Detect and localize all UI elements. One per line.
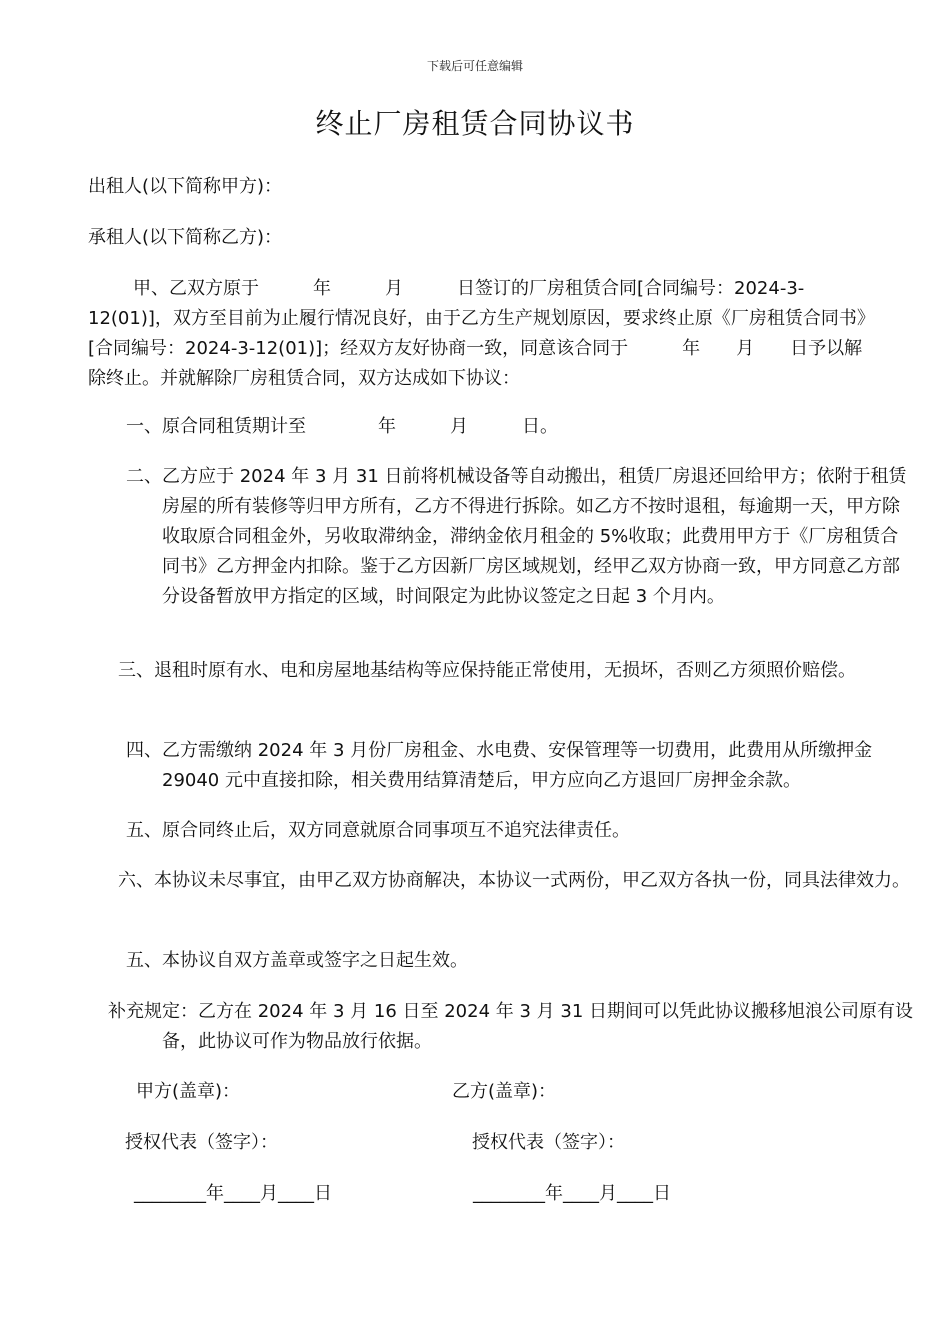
lessee-line: 承租人(以下简称乙方)：: [88, 227, 283, 248]
document-title: 终止厂房租赁合同协议书: [315, 107, 635, 140]
header-note: 下载后可任意编辑: [426, 59, 523, 73]
party-b-date: ________年____月____日: [473, 1183, 671, 1204]
intro-paragraph: 甲、乙双方原于 年 月 日签订的厂房租赁合同[合同编号：2024-3-12(01)]，双方至目前为止履行情况良好，由于乙方生产规划原因，要求终止原《厂房租赁合同书》[合同编号：2024-3-12(01)]；经双方友好协商一致，同意该合同于 年 月 日予以解除终止。并就解除厂房租赁合同，双方达成如下协议：: [88, 278, 866, 389]
party-a-seal: 甲方(盖章)：: [136, 1081, 241, 1102]
clause-3: 三、退租时原有水、电和房屋地基结构等应保持能正常使用，无损坏，否则乙方须照价赔偿。: [118, 660, 856, 681]
clause-5: 五、原合同终止后，双方同意就原合同事项互不追究法律责任。: [126, 820, 630, 841]
party-b-seal: 乙方(盖章)：: [452, 1081, 557, 1102]
clause-7: 五、本协议自双方盖章或签字之日起生效。: [126, 950, 468, 971]
party-a-date: ________年____月____日: [134, 1183, 332, 1204]
supplement-paragraph: 补充规定：乙方在 2024 年 3 月 16 日至 2024 年 3 月 31 日期间可以凭此协议搬移旭浪公司原有设备，此协议可作为物品放行依据。: [108, 1001, 913, 1052]
clause-1: 一、原合同租赁期计至 年 月 日。: [126, 416, 558, 437]
party-b-representative: 授权代表（签字）：: [472, 1132, 625, 1153]
lessor-line: 出租人(以下简称甲方)：: [88, 176, 283, 197]
clause-4: 四、乙方需缴纳 2024 年 3 月份厂房租金、水电费、安保管理等一切费用，此费用从所缴押金 29040 元中直接扣除，相关费用结算清楚后，甲方应向乙方退回厂房押金余款。: [126, 740, 873, 791]
clause-6: 六、本协议未尽事宜，由甲乙双方协商解决，本协议一式两份，甲乙双方各执一份，同具法律效力。: [118, 870, 910, 891]
party-a-representative: 授权代表（签字）：: [125, 1132, 278, 1153]
clause-2: 二、乙方应于 2024 年 3 月 31 日前将机械设备等自动搬出，租赁厂房退还回给甲方；依附于租赁房屋的所有装修等归甲方所有，乙方不得进行拆除。如乙方不按时退租，每逾期一天，甲方除收取原合同租金外，另收取滞纳金，滞纳金依月租金的 5%收取；此费用甲方于《厂房租赁合同书》乙方押金内扣除。鉴于乙方因新厂房区域规划，经甲乙双方协商一致，甲方同意乙方部分设备暂放甲方指定的区域，时间限定为此协议签定之日起 3 个月内。: [126, 466, 907, 607]
